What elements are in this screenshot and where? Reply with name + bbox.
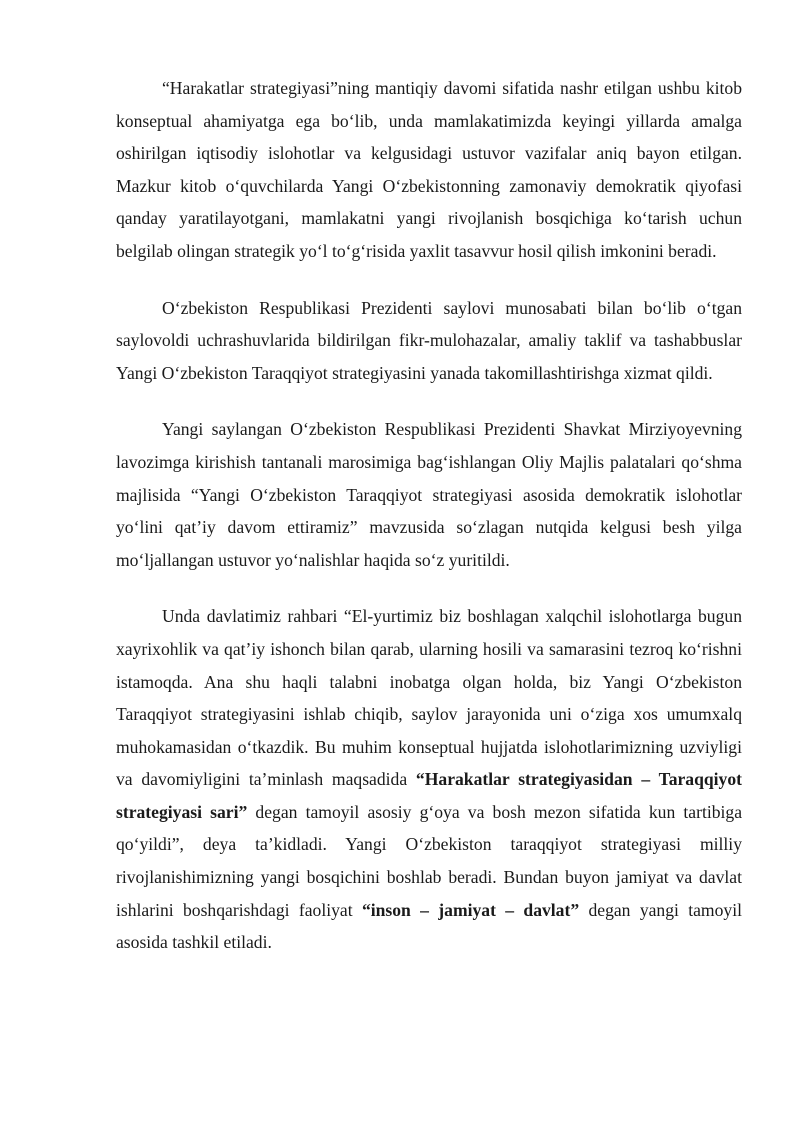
paragraph-1-text: “Harakatlar strategiyasi”ning mantiqiy davomi sifatida nashr etilgan ushbu kitob konseptual ahamiyatga ega boʻlib, unda mamlakatimizda keyingi yillarda amalga oshirilgan iqtisodiy islohotlar va kelgusidagi ustuvor vazifalar aniq bayon etilgan. Mazkur kitob oʻquvchilarda Yangi Oʻzbekistonning zamonaviy demokratik qiyofasi qanday yaratilayotgani, mamlakatni yangi rivojlanish bosqichiga koʻtarish uchun belgilab olingan strategik yoʻl toʻgʻrisida yaxlit tasavvur hosil qilish imkonini beradi. <box>116 78 742 261</box>
paragraph-4 <box>116 600 742 959</box>
paragraph-4-bold-triad: “inson – jamiyat – davlat” <box>361 899 580 920</box>
paragraph-4-text-a: Unda davlatimiz rahbari “El-yurtimiz biz boshlagan xalqchil islohotlarga bugun xayrixohlik va qat’iy ishonch bilan qarab, ularning hosili va samarasini tezroq koʻrishni istamoqda. Ana shu haqli talabni inobatga olgan holda, biz Yangi Oʻzbekiston Taraqqiyot strategiyasini ishlab chiqib, saylov jarayonida uni oʻziga xos umumxalq muhokamasidan oʻtkazdik. Bu muhim konseptual hujjatda islohotlarimizning uzviyligi va davomiyligini ta’minlash maqsadida <box>116 606 742 790</box>
document-page <box>116 72 742 983</box>
paragraph-2-text: Oʻzbekiston Respublikasi Prezidenti saylovi munosabati bilan boʻlib oʻtgan saylovoldi uchrashuvlarida bildirilgan fikr-mulohazalar, amaliy taklif va tashabbuslar Yangi Oʻzbekiston Taraqqiyot strategiyasini yanada takomillashtirishga xizmat qildi. <box>116 297 742 383</box>
paragraph-3 <box>116 413 742 576</box>
paragraph-3-text: Yangi saylangan Oʻzbekiston Respublikasi Prezidenti Shavkat Mirziyoyevning lavozimga kirishish tantanali marosimiga bagʻishlangan Oliy Majlis palatalari qoʻshma majlisida “Yangi Oʻzbekiston Taraqqiyot strategiyasi asosida demokratik islohotlar yoʻlini qat’iy davom ettiramiz” mavzusida soʻzlagan nutqida kelgusi besh yilga moʻljallangan ustuvor yoʻnalishlar haqida soʻz yuritildi. <box>116 419 742 570</box>
paragraph-4-text-c: degan yangi tamoyil asosida tashkil etiladi. <box>116 899 742 953</box>
paragraph-1 <box>116 72 742 268</box>
paragraph-4-bold-principle: “Harakatlar strategiyasidan – Taraqqiyot strategiyasi sari” <box>116 769 743 822</box>
paragraph-2 <box>116 292 742 390</box>
paragraph-4-text-b: degan tamoyil asosiy gʻoya va bosh mezon sifatida kun tartibiga qoʻyildi”, deya ta’kidladi. Yangi Oʻzbekiston taraqqiyot strategiyasi milliy rivojlanishimizning yangi bosqichini boshlab beradi. Bundan buyon jamiyat va davlat ishlarini boshqarishdagi faoliyat <box>116 801 743 920</box>
